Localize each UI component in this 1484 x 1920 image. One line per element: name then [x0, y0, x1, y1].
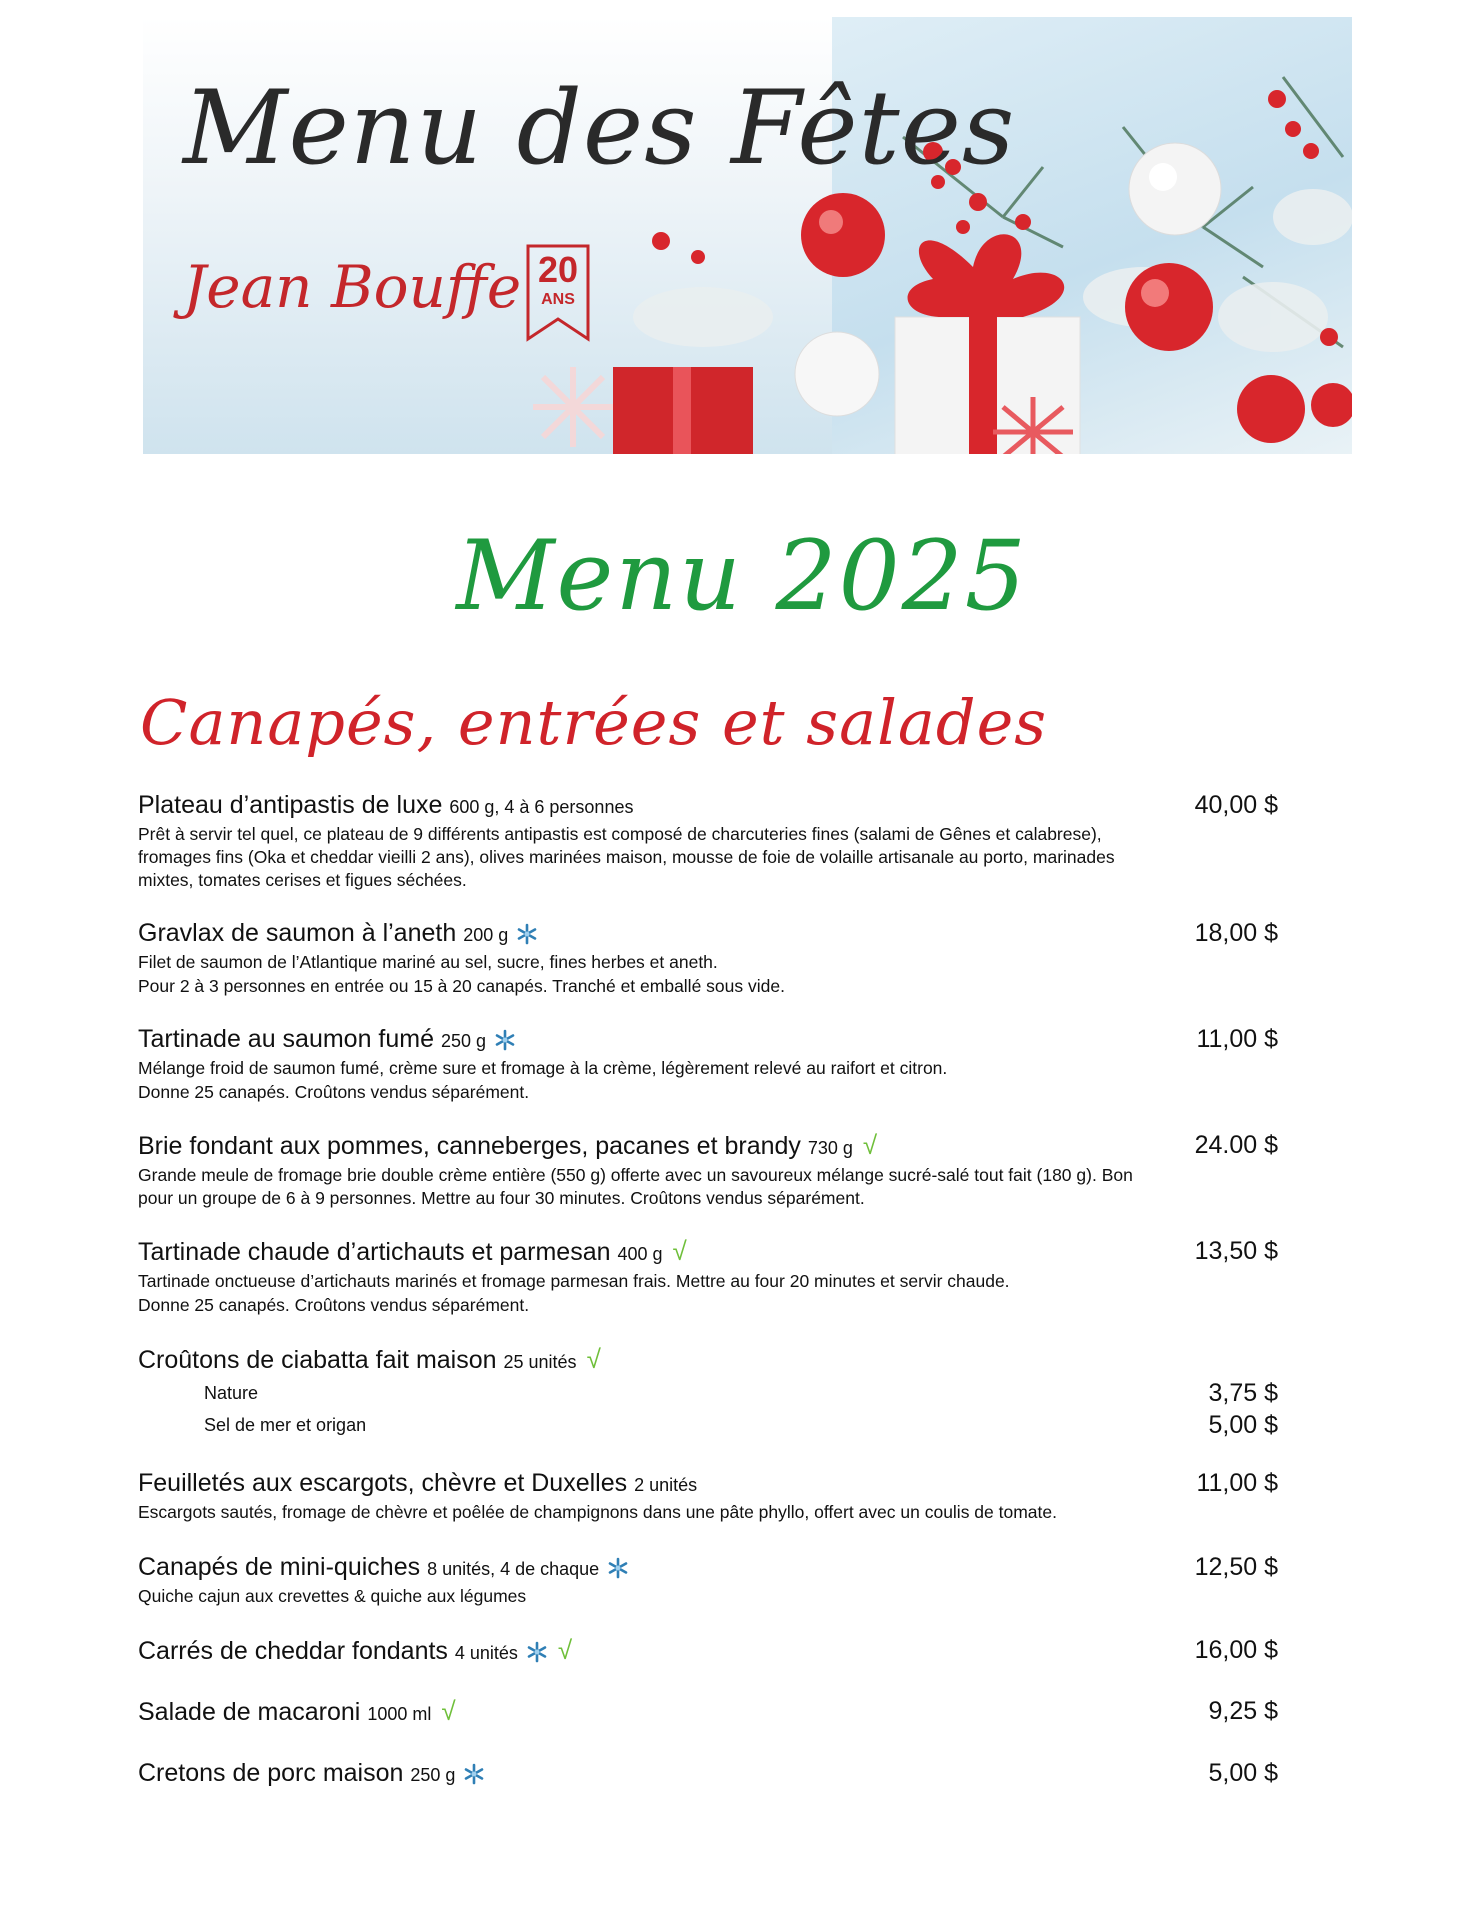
item-header	[138, 1468, 1278, 1500]
option-price: 3,75 $	[1208, 1379, 1278, 1407]
item-description: Donne 25 canapés. Croûtons vendus séparément.	[138, 1295, 530, 1315]
item-name: Tartinade chaude d’artichauts et parmesan	[138, 1238, 611, 1266]
menu-item	[138, 1130, 1278, 1210]
item-name: Plateau d’antipastis de luxe	[138, 791, 443, 819]
item-price: 12,50 $	[1194, 1553, 1278, 1581]
menu-item	[138, 918, 1278, 998]
menu-item	[138, 1696, 1278, 1729]
vegetarian-icon: √	[557, 1635, 573, 1665]
item-quantity: 250 g	[440, 1031, 487, 1051]
brand-logo: Jean Bouffe	[183, 253, 522, 321]
item-description: Donne 25 canapés. Croûtons vendus séparément.	[138, 1082, 530, 1102]
item-quantity: 730 g	[807, 1138, 853, 1158]
item-quantity: 2 unités	[634, 1475, 698, 1495]
item-description: Prêt à servir tel quel, ce plateau de 9 différents antipastis est composé de charcuteries fines (salami de Gênes et calabrese), fromages fins (Oka et cheddar vieilli 2 ans), olives marinées maison, mousse de foie de volaille artisanale au porto, marinades mixtes, tomates cerises et figues séchées.	[138, 824, 1115, 890]
item-header	[138, 1344, 1278, 1377]
item-price: 11,00 $	[1196, 1025, 1278, 1053]
item-name: Tartinade au saumon fumé	[138, 1025, 435, 1053]
item-name: Salade de macaroni	[138, 1698, 361, 1726]
header-banner	[143, 17, 1352, 454]
option-label: Sel de mer et origan	[204, 1415, 367, 1435]
item-price: 16,00 $	[1194, 1636, 1278, 1664]
vegetarian-icon: √	[672, 1236, 687, 1266]
vegetarian-icon: √	[862, 1130, 878, 1160]
menu-item	[138, 790, 1278, 892]
option-price: 5,00 $	[1208, 1411, 1278, 1439]
item-quantity: 400 g	[617, 1244, 663, 1264]
item-price: 40,00 $	[1194, 791, 1278, 819]
item-header	[138, 1696, 1278, 1729]
item-header	[138, 1024, 1278, 1056]
menu-item	[138, 1635, 1278, 1668]
item-description: Mélange froid de saumon fumé, crème sure et fromage à la crème, légèrement relevé au raifort et citron.	[138, 1058, 948, 1078]
badge-text: ANS	[541, 291, 575, 308]
item-name: Croûtons de ciabatta fait maison	[138, 1346, 497, 1374]
snowflake-icon	[494, 1029, 516, 1051]
item-option	[204, 1409, 1278, 1441]
item-header	[138, 1758, 1278, 1790]
section-title: Canapés, entrées et salades	[140, 686, 1048, 759]
item-quantity: 200 g	[463, 925, 509, 945]
option-label: Nature	[204, 1383, 259, 1403]
item-quantity: 600 g, 4 à 6 personnes	[449, 797, 634, 817]
item-description: Grande meule de fromage brie double crème entière (550 g) offerte avec un savoureux mélange sucré-salé tout fait (180 g). Bon pour un groupe de 6 à 9 personnes. Mettre au four 30 minutes. Croûtons vendus séparément.	[138, 1165, 1133, 1208]
menu-item	[138, 1344, 1278, 1441]
item-header	[138, 1130, 1278, 1163]
item-description: Pour 2 à 3 personnes en entrée ou 15 à 20 canapés. Tranché et emballé sous vide.	[138, 976, 785, 996]
item-name: Carrés de cheddar fondants	[138, 1637, 448, 1665]
item-name: Brie fondant aux pommes, canneberges, pacanes et brandy	[138, 1132, 801, 1160]
item-name: Canapés de mini-quiches	[138, 1553, 421, 1581]
item-description: Escargots sautés, fromage de chèvre et poêlée de champignons dans une pâte phyllo, offert avec un coulis de tomate.	[138, 1502, 1057, 1522]
item-name: Feuilletés aux escargots, chèvre et Duxelles	[138, 1469, 628, 1497]
item-price: 24.00 $	[1194, 1131, 1278, 1159]
item-header	[138, 1635, 1278, 1668]
item-description: Tartinade onctueuse d’artichauts marinés et fromage parmesan frais. Mettre au four 20 minutes et servir chaude.	[138, 1271, 1010, 1291]
banner-title: Menu des Fêtes	[183, 69, 1016, 188]
item-option	[204, 1377, 1278, 1409]
item-price: 5,00 $	[1208, 1759, 1278, 1787]
item-description: Filet de saumon de l’Atlantique mariné au sel, sucre, fines herbes et aneth.	[138, 952, 718, 972]
item-quantity: 1000 ml	[367, 1704, 432, 1724]
item-quantity: 4 unités	[454, 1643, 518, 1663]
item-quantity: 8 unités, 4 de chaque	[427, 1559, 600, 1579]
menu-item	[138, 1468, 1278, 1524]
snowflake-icon	[526, 1641, 548, 1663]
item-quantity: 250 g	[410, 1765, 456, 1785]
anniversary-badge	[525, 243, 591, 343]
snowflake-icon	[607, 1557, 629, 1579]
menu-item	[138, 1024, 1278, 1104]
item-header	[138, 1552, 1278, 1584]
badge-number: 20	[537, 249, 579, 290]
item-header	[138, 918, 1278, 950]
item-description: Quiche cajun aux crevettes & quiche aux légumes	[138, 1586, 527, 1606]
vegetarian-icon: √	[586, 1344, 601, 1374]
snowflake-icon	[516, 923, 538, 945]
item-quantity: 25 unités	[503, 1352, 577, 1372]
item-price: 13,50 $	[1194, 1237, 1278, 1265]
item-header	[138, 1236, 1278, 1269]
menu-title: Menu 2025	[456, 520, 1028, 632]
vegetarian-icon: √	[441, 1696, 456, 1726]
item-price: 11,00 $	[1196, 1469, 1278, 1497]
item-price: 18,00 $	[1194, 919, 1278, 947]
menu-item	[138, 1552, 1278, 1608]
item-header	[138, 790, 1278, 822]
item-price: 9,25 $	[1208, 1697, 1278, 1725]
menu-item	[138, 1758, 1278, 1790]
item-name: Cretons de porc maison	[138, 1759, 404, 1787]
item-name: Gravlax de saumon à l’aneth	[138, 919, 457, 947]
menu-item	[138, 1236, 1278, 1317]
snowflake-icon	[463, 1763, 485, 1785]
